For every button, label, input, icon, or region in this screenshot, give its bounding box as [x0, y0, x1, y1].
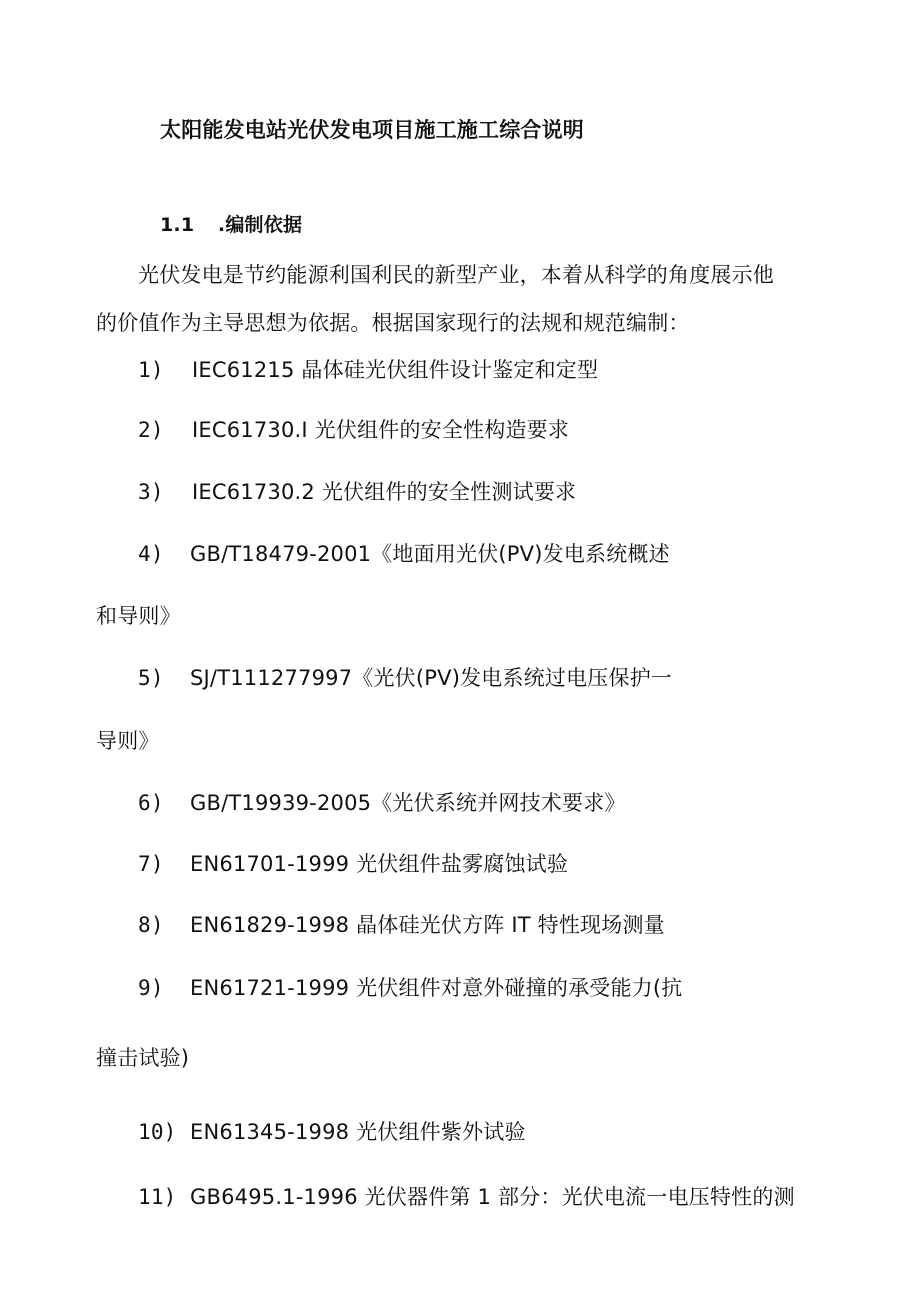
list-item-text: SJ/T111277997《光伏(PV)发电系统过电压保护一 [190, 666, 673, 690]
list-item-text: IEC61215 晶体硅光伏组件设计鉴定和定型 [192, 358, 599, 382]
list-item-number: 6) [138, 791, 164, 815]
section-heading [160, 212, 302, 238]
list-item-text: EN61345-1998 光伏组件紫外试验 [190, 1120, 526, 1144]
list-item-continuation: 和导则》 [96, 604, 181, 628]
list-item [138, 541, 670, 567]
list-item [138, 790, 626, 816]
document-title: 太阳能发电站光伏发电项目施工施工综合说明 [160, 118, 584, 142]
list-item-continuation: 撞击试验) [96, 1046, 190, 1070]
list-item [138, 912, 665, 938]
list-item [138, 1184, 795, 1210]
list-item-text: IEC61730.I 光伏组件的安全性构造要求 [192, 418, 570, 442]
section-title: .编制依据 [217, 214, 303, 236]
intro-line-2: 的价值作为主导思想为依据。根据国家现行的法规和规范编制： [96, 311, 690, 335]
list-item-number: 3) [138, 480, 164, 504]
list-item-text: GB/T18479-2001《地面用光伏(PV)发电系统概述 [190, 542, 670, 566]
list-item-number: 9) [138, 976, 164, 1000]
list-item [138, 665, 672, 691]
list-item [138, 357, 598, 383]
list-item-text: GB6495.1-1996 光伏器件第 1 部分：光伏电流一电压特性的测 [190, 1185, 795, 1209]
list-item-number: 8) [138, 913, 164, 937]
list-item [138, 851, 568, 877]
list-item-continuation: 导则》 [96, 729, 160, 753]
list-item-number: 7) [138, 852, 164, 876]
list-item [138, 417, 569, 443]
list-item [138, 975, 682, 1001]
list-item-number: 5) [138, 666, 164, 690]
intro-line-1: 光伏发电是节约能源利国利民的新型产业，本着从科学的角度展示他 [138, 263, 774, 287]
list-item [138, 1119, 526, 1145]
list-item-number: 1) [138, 358, 164, 382]
list-item-text: EN61721-1999 光伏组件对意外碰撞的承受能力(抗 [190, 976, 683, 1000]
section-number: 1.1 [160, 214, 195, 236]
list-item-number: 10) [138, 1120, 177, 1144]
list-item-text: EN61701-1999 光伏组件盐雾腐蚀试验 [190, 852, 569, 876]
list-item-text: GB/T19939-2005《光伏系统并网技术要求》 [190, 791, 626, 815]
list-item-text: IEC61730.2 光伏组件的安全性测试要求 [192, 480, 577, 504]
list-item [138, 479, 576, 505]
list-item-number: 2) [138, 418, 164, 442]
list-item-number: 11) [138, 1185, 177, 1209]
list-item-number: 4) [138, 542, 164, 566]
list-item-text: EN61829-1998 晶体硅光伏方阵 IT 特性现场测量 [190, 913, 665, 937]
